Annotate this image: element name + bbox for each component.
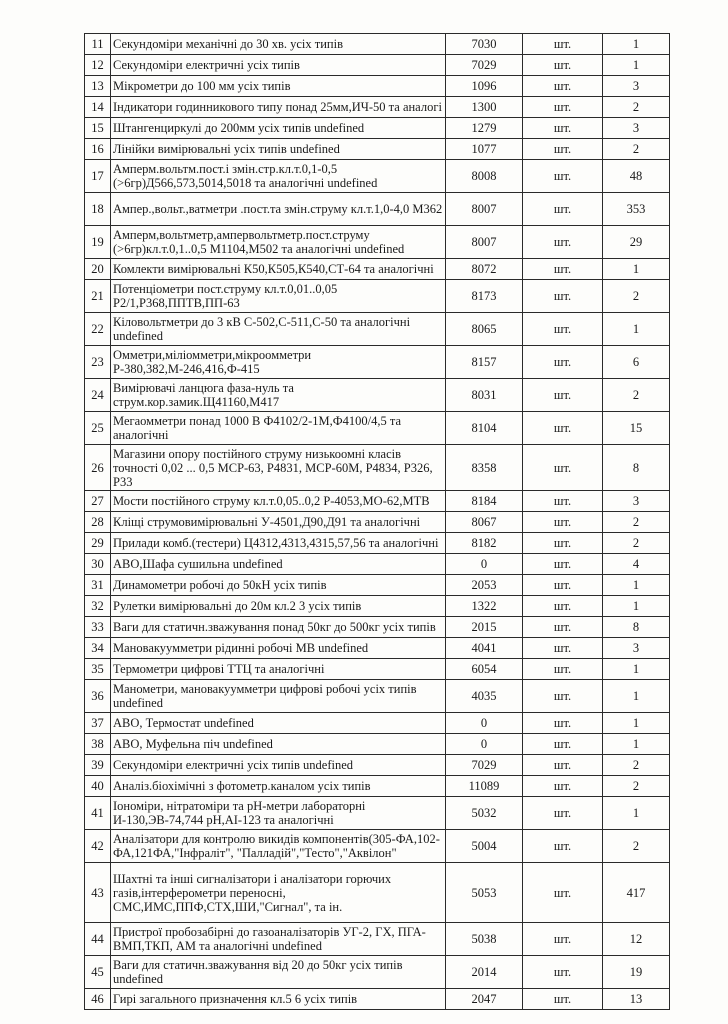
item-unit: шт. (523, 956, 603, 989)
item-unit: шт. (523, 55, 603, 76)
row-number: 29 (85, 533, 111, 554)
item-quantity: 2 (603, 755, 670, 776)
table-row (85, 55, 670, 76)
item-name: Аналізатори для контролю викидів компонентів(305-ФА,102-ФА,121ФА,"Інфраліт", "Палладій","Тесто","Аквілон" (111, 830, 446, 863)
table-row (85, 491, 670, 512)
item-unit: шт. (523, 989, 603, 1010)
item-code: 8104 (446, 412, 523, 445)
item-code: 1322 (446, 596, 523, 617)
table-row (85, 797, 670, 830)
table-row (85, 554, 670, 575)
item-code: 5038 (446, 923, 523, 956)
row-number: 23 (85, 346, 111, 379)
item-unit: шт. (523, 97, 603, 118)
item-quantity: 2 (603, 776, 670, 797)
item-code: 8007 (446, 193, 523, 226)
item-name: Аналіз.біохімічні з фотометр.каналом усіх типів (111, 776, 446, 797)
item-code: 1279 (446, 118, 523, 139)
table-row (85, 412, 670, 445)
item-name: Кліщі струмовимірювальні У-4501,Д90,Д91 та аналогічні (111, 512, 446, 533)
item-quantity: 2 (603, 533, 670, 554)
item-unit: шт. (523, 617, 603, 638)
item-code: 5053 (446, 863, 523, 923)
item-name: Штангенциркулі до 200мм усіх типів undefined (111, 118, 446, 139)
item-quantity: 3 (603, 118, 670, 139)
item-name: Магазини опору постійного струму низькоомні класів точності 0,02 ... 0,5 МСР-63, Р4831, МСР-60М, Р4834, Р326, Р33 (111, 445, 446, 491)
item-unit: шт. (523, 533, 603, 554)
table-row (85, 313, 670, 346)
row-number: 19 (85, 226, 111, 259)
item-code: 2014 (446, 956, 523, 989)
row-number: 40 (85, 776, 111, 797)
item-name: Амперм.вольтм.пост.і змін.стр.кл.т.0,1-0,5 (>6гр)Д566,573,5014,5018 та аналогічні undefined (111, 160, 446, 193)
item-unit: шт. (523, 776, 603, 797)
row-number: 22 (85, 313, 111, 346)
row-number: 24 (85, 379, 111, 412)
item-unit: шт. (523, 596, 603, 617)
item-quantity: 1 (603, 34, 670, 55)
table-row (85, 139, 670, 160)
table-row (85, 734, 670, 755)
item-quantity: 12 (603, 923, 670, 956)
table-row (85, 346, 670, 379)
item-code: 8031 (446, 379, 523, 412)
item-unit: шт. (523, 346, 603, 379)
table-row (85, 512, 670, 533)
item-name: Мікрометри до 100 мм усіх типів (111, 76, 446, 97)
item-code: 8184 (446, 491, 523, 512)
item-code: 0 (446, 734, 523, 755)
item-name: Ваги для статичн.зважування від 20 до 50кг усіх типів undefined (111, 956, 446, 989)
item-unit: шт. (523, 830, 603, 863)
row-number: 27 (85, 491, 111, 512)
item-quantity: 417 (603, 863, 670, 923)
item-unit: шт. (523, 160, 603, 193)
item-name: Мегаомметри понад 1000 В Ф4102/2-1М,Ф4100/4,5 та аналогічні (111, 412, 446, 445)
item-unit: шт. (523, 118, 603, 139)
item-name: Рулетки вимірювальні до 20м кл.2 3 усіх типів (111, 596, 446, 617)
table-row (85, 989, 670, 1010)
item-quantity: 353 (603, 193, 670, 226)
table-row (85, 160, 670, 193)
item-code: 8008 (446, 160, 523, 193)
item-name: Пристрої пробозабірні до газоаналізаторів УГ-2, ГХ, ПГА-ВМП,ТКП, АМ та аналогічні undefined (111, 923, 446, 956)
item-name: АВО, Муфельна піч undefined (111, 734, 446, 755)
item-code: 7030 (446, 34, 523, 55)
item-quantity: 1 (603, 713, 670, 734)
item-unit: шт. (523, 638, 603, 659)
table-row (85, 755, 670, 776)
item-quantity: 2 (603, 379, 670, 412)
item-quantity: 48 (603, 160, 670, 193)
item-code: 8007 (446, 226, 523, 259)
row-number: 26 (85, 445, 111, 491)
item-name: Термометри цифрові ТТЦ та аналогічні (111, 659, 446, 680)
item-quantity: 1 (603, 734, 670, 755)
item-name: Вимірювачі ланцюга фаза-нуль та струм.кор.замик.Щ41160,М417 (111, 379, 446, 412)
row-number: 42 (85, 830, 111, 863)
item-unit: шт. (523, 923, 603, 956)
row-number: 12 (85, 55, 111, 76)
item-name: Динамометри робочі до 50кН усіх типів (111, 575, 446, 596)
row-number: 39 (85, 755, 111, 776)
table-row (85, 830, 670, 863)
item-quantity: 6 (603, 346, 670, 379)
table-row (85, 259, 670, 280)
item-name: Індикатори годинникового типу понад 25мм,ИЧ-50 та аналогі (111, 97, 446, 118)
item-code: 8173 (446, 280, 523, 313)
item-code: 5004 (446, 830, 523, 863)
row-number: 35 (85, 659, 111, 680)
item-unit: шт. (523, 680, 603, 713)
row-number: 11 (85, 34, 111, 55)
item-quantity: 13 (603, 989, 670, 1010)
item-unit: шт. (523, 797, 603, 830)
table-row (85, 76, 670, 97)
item-code: 5032 (446, 797, 523, 830)
item-unit: шт. (523, 445, 603, 491)
item-quantity: 1 (603, 259, 670, 280)
item-unit: шт. (523, 713, 603, 734)
item-unit: шт. (523, 193, 603, 226)
row-number: 17 (85, 160, 111, 193)
row-number: 16 (85, 139, 111, 160)
item-quantity: 1 (603, 680, 670, 713)
item-code: 2053 (446, 575, 523, 596)
row-number: 43 (85, 863, 111, 923)
item-code: 4041 (446, 638, 523, 659)
row-number: 36 (85, 680, 111, 713)
table-row (85, 596, 670, 617)
row-number: 45 (85, 956, 111, 989)
item-quantity: 2 (603, 139, 670, 160)
item-code: 2015 (446, 617, 523, 638)
item-unit: шт. (523, 280, 603, 313)
item-name: Манометри, мановакуумметри цифрові робочі усіх типів undefined (111, 680, 446, 713)
row-number: 34 (85, 638, 111, 659)
item-name: Омметри,міліомметри,мікроомметри Р-380,382,М-246,416,Ф-415 (111, 346, 446, 379)
row-number: 32 (85, 596, 111, 617)
row-number: 38 (85, 734, 111, 755)
item-code: 8065 (446, 313, 523, 346)
table-row (85, 193, 670, 226)
item-quantity: 2 (603, 830, 670, 863)
table-row (85, 776, 670, 797)
item-quantity: 8 (603, 617, 670, 638)
row-number: 28 (85, 512, 111, 533)
item-name: Шахтні та інші сигналізатори і аналізатори горючих газів,інтерферометри переносні, СМС,ИМС,ППФ,СТХ,ШИ,"Сигнал", та ін. (111, 863, 446, 923)
item-code: 8067 (446, 512, 523, 533)
row-number: 21 (85, 280, 111, 313)
item-name: Іономіри, нітратоміри та рН-метри лабораторні И-130,ЭВ-74,744 рН,АІ-123 та аналогічні (111, 797, 446, 830)
table-row (85, 575, 670, 596)
item-quantity: 1 (603, 797, 670, 830)
item-code: 1300 (446, 97, 523, 118)
item-code: 0 (446, 554, 523, 575)
item-code: 1096 (446, 76, 523, 97)
row-number: 33 (85, 617, 111, 638)
item-name: Ампер.,вольт.,ватметри .пост.та змін.струму кл.т.1,0-4,0 М362 (111, 193, 446, 226)
item-unit: шт. (523, 76, 603, 97)
item-unit: шт. (523, 659, 603, 680)
item-quantity: 1 (603, 313, 670, 346)
item-name: Мости постійного струму кл.т.0,05..0,2 Р-4053,МО-62,МТВ (111, 491, 446, 512)
table-row (85, 617, 670, 638)
row-number: 18 (85, 193, 111, 226)
item-code: 8157 (446, 346, 523, 379)
row-number: 31 (85, 575, 111, 596)
item-quantity: 29 (603, 226, 670, 259)
item-unit: шт. (523, 379, 603, 412)
item-name: Мановакуумметри рідинні робочі МВ undefined (111, 638, 446, 659)
row-number: 25 (85, 412, 111, 445)
item-name: АВО,Шафа сушильна undefined (111, 554, 446, 575)
item-name: Ваги для статичн.зважування понад 50кг до 500кг усіх типів (111, 617, 446, 638)
item-quantity: 3 (603, 76, 670, 97)
row-number: 41 (85, 797, 111, 830)
item-quantity: 19 (603, 956, 670, 989)
item-code: 11089 (446, 776, 523, 797)
item-name: АВО, Термостат undefined (111, 713, 446, 734)
row-number: 14 (85, 97, 111, 118)
item-quantity: 8 (603, 445, 670, 491)
item-name: Секундоміри механічні до 30 хв. усіх типів (111, 34, 446, 55)
table-row (85, 638, 670, 659)
item-name: Гирі загального призначення кл.5 6 усіх типів (111, 989, 446, 1010)
row-number: 30 (85, 554, 111, 575)
item-code: 2047 (446, 989, 523, 1010)
item-name: Амперм,вольтметр,ампервольтметр.пост.струму (>6гр)кл.т.0,1..0,5 М1104,М502 та аналогічні undefined (111, 226, 446, 259)
row-number: 13 (85, 76, 111, 97)
item-name: Кіловольтметри до 3 кВ С-502,С-511,С-50 та аналогічні undefined (111, 313, 446, 346)
item-quantity: 1 (603, 659, 670, 680)
table-row (85, 923, 670, 956)
item-quantity: 2 (603, 512, 670, 533)
table-row (85, 97, 670, 118)
item-code: 8072 (446, 259, 523, 280)
item-unit: шт. (523, 226, 603, 259)
item-name: Прилади комб.(тестери) Ц4312,4313,4315,57,56 та аналогічні (111, 533, 446, 554)
table-row (85, 659, 670, 680)
item-unit: шт. (523, 139, 603, 160)
table-row (85, 680, 670, 713)
item-code: 7029 (446, 55, 523, 76)
item-quantity: 1 (603, 575, 670, 596)
item-unit: шт. (523, 412, 603, 445)
item-unit: шт. (523, 259, 603, 280)
table-row (85, 863, 670, 923)
table-row (85, 118, 670, 139)
item-quantity: 3 (603, 491, 670, 512)
inventory-table (84, 33, 670, 1010)
table-row (85, 226, 670, 259)
table-row (85, 379, 670, 412)
table-row (85, 280, 670, 313)
item-code: 6054 (446, 659, 523, 680)
row-number: 37 (85, 713, 111, 734)
row-number: 44 (85, 923, 111, 956)
item-unit: шт. (523, 491, 603, 512)
item-unit: шт. (523, 575, 603, 596)
item-quantity: 1 (603, 596, 670, 617)
item-name: Секундоміри електричні усіх типів (111, 55, 446, 76)
row-number: 46 (85, 989, 111, 1010)
item-code: 4035 (446, 680, 523, 713)
item-name: Потенціометри пост.струму кл.т.0,01..0,05 Р2/1,Р368,ППТВ,ПП-63 (111, 280, 446, 313)
item-code: 7029 (446, 755, 523, 776)
table-row (85, 956, 670, 989)
item-unit: шт. (523, 34, 603, 55)
item-unit: шт. (523, 554, 603, 575)
item-quantity: 3 (603, 638, 670, 659)
item-quantity: 15 (603, 412, 670, 445)
item-name: Комлекти вимірювальні К50,К505,К540,СТ-64 та аналогічні (111, 259, 446, 280)
item-quantity: 2 (603, 97, 670, 118)
item-code: 1077 (446, 139, 523, 160)
item-quantity: 1 (603, 55, 670, 76)
item-unit: шт. (523, 734, 603, 755)
item-code: 8358 (446, 445, 523, 491)
table-row (85, 713, 670, 734)
item-code: 0 (446, 713, 523, 734)
item-name: Секундоміри електричні усіх типів undefined (111, 755, 446, 776)
table-row (85, 533, 670, 554)
item-unit: шт. (523, 313, 603, 346)
item-quantity: 2 (603, 280, 670, 313)
item-quantity: 4 (603, 554, 670, 575)
table-row (85, 445, 670, 491)
item-unit: шт. (523, 755, 603, 776)
item-unit: шт. (523, 863, 603, 923)
item-unit: шт. (523, 512, 603, 533)
row-number: 15 (85, 118, 111, 139)
row-number: 20 (85, 259, 111, 280)
item-code: 8182 (446, 533, 523, 554)
item-name: Лінійки вимірювальні усіх типів undefined (111, 139, 446, 160)
table-row (85, 34, 670, 55)
inventory-table-body (85, 34, 670, 1010)
